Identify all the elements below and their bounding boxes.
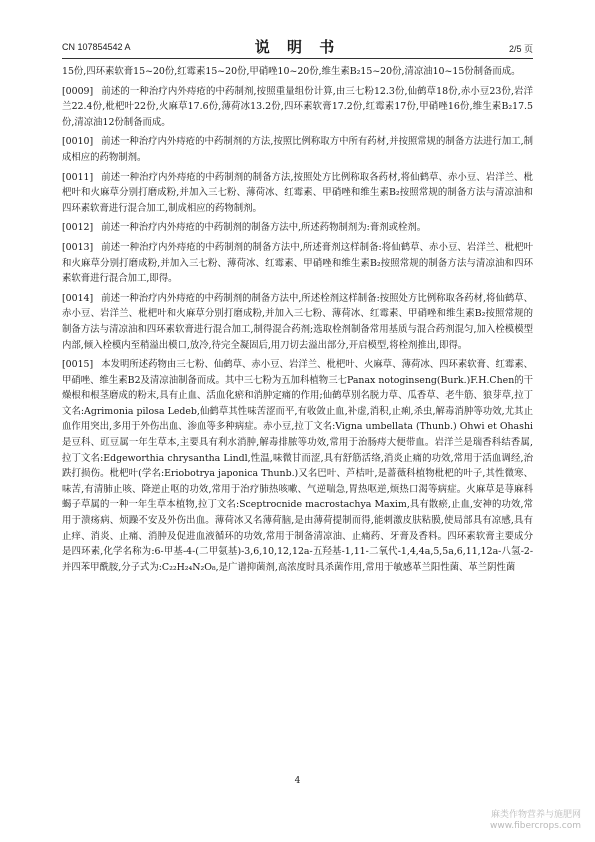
document-title: 说 明 书 bbox=[254, 38, 341, 56]
paragraph-text: 前述一种治疗内外痔疮的中药制剂的制备方法,按照处方比例称取各药材,将仙鹤草、赤小豆、岩洋兰、枇杷叶和火麻草分别打磨成粉,并加入三七粉、薄荷冰、红霉素、甲硝唑和维生素B₂按照常规的制备方法与清凉油和四环素软膏进行混合加工,制成相应的药物制剂。 bbox=[62, 171, 533, 214]
continued-text: 15份,四环素软膏15~20份,红霉素15~20份,甲硝唑10~20份,维生素B₂15~20份,清凉油10~15份制备而成。 bbox=[62, 66, 521, 77]
paragraph-number: [0014] bbox=[62, 292, 94, 304]
paragraph-text: 前述一种治疗内外痔疮的中药制剂的制备方法中,所述药物制剂为:膏剂或栓剂。 bbox=[101, 222, 427, 234]
publication-number: CN 107854542 A bbox=[62, 42, 131, 52]
paragraph-text: 前述一种治疗内外痔疮的中药制剂的制备方法中,所述膏剂这样制备:将仙鹤草、赤小豆、岩洋兰、枇杷叶和火麻草分别打磨成粉,并加入三七粉、薄荷冰、红霉素、甲硝唑和维生素B₂按照常规的制备方法与清凉油和四环素软膏进行混合加工,即得。 bbox=[62, 241, 533, 285]
paragraph bbox=[62, 357, 533, 575]
header-rule bbox=[62, 58, 533, 59]
page-number: 4 bbox=[294, 776, 301, 786]
watermark-url: www.fibercrops.com bbox=[490, 821, 581, 831]
paragraph-list bbox=[62, 84, 533, 576]
page-header bbox=[62, 36, 533, 56]
paragraph-number: [0015] bbox=[62, 359, 94, 371]
paragraph-number: [0013] bbox=[62, 241, 94, 253]
paragraph-text: 前述一种治疗内外痔疮的中药制剂的方法,按照比例称取方中所有药材,并按照常规的制备方法进行加工,制成相应的药物制剂。 bbox=[62, 136, 533, 163]
page-indicator: 2/5 页 bbox=[508, 44, 533, 54]
paragraph-text: 本发明所述药物由三七粉、仙鹤草、赤小豆、岩洋兰、枇杷叶、火麻草、薄荷冰、四环素软膏、红霉素、甲硝唑、维生素B2及清凉油制备而成。其中三七粉为五加科植物三七Panax notoginseng(Burk.)F.H.Chen的干燥根和根茎磨成的粉末,具有止血、活血化瘀和消肿定痛的作用;仙鹤草别名脱力草、瓜香草、老牛筋、狼芽草,拉丁文名:Agrimonia pilosa Ledeb,仙鹤草其性味苦涩而平,有收敛止血,补虚,消积,止痢,杀虫,解毒消肿等功效,尤其止血作用突出,多用于外伤出血、渗血等多种病症。赤小豆,拉丁文名:Vigna umbellata (Thunb.) Ohwi et Ohashi 是豆科、豇豆属一年生草本,主要具有利水消肿,解毒排脓等功效,常用于治肠痔大便带血。岩洋兰是瑞香科结香属,拉丁文名:Edgeworthia chrysantha Lindl,性温,味微甘而涩,具有舒筋活络,消炎止痛的功效,常用于活血调经,治跌打损伤。枇杷叶(学名:Eriobotrya japonica Thunb.)又名巴叶、芦桔叶,是蔷薇科植物枇杷的叶子,其性微寒、味苦,有清肺止咳、降逆止呕的功效,常用于治疗肺热咳嗽、气逆喘急,胃热呕逆,烦热口渴等病症。火麻草是荨麻科蝎子草属的一种一年生草本植物,拉丁文名:Sceptrocnide macrostachya Maxim,具有散瘀,止血,安神的功效,常用于溃疡病、烦躁不安及外伤出血。薄荷冰又名薄荷脑,是由薄荷提制而得,能刺激皮肤粘膜,使局部具有凉感,具有止痒、消炎、止痛、消肿及促进血液循环的功效,常用于制备清凉油、止痛药、牙膏及香料。四环素软膏主要成分是四环素,化学名称为:6-甲基-4-(二甲氨基)-3,6,10,12,12a-五羟基-1,11-二氧代-1,4,4a,5,5a,6,11,12a-八氢-2-并四苯甲酰胺,分子式为:C₂₂H₂₄N₂O₈,是广谱抑菌剂,高浓度时具杀菌作用,常用于敏感革兰阳性菌、革兰阴性菌 bbox=[62, 359, 533, 573]
paragraph-number: [0012] bbox=[62, 222, 94, 234]
paragraph bbox=[62, 170, 533, 217]
watermark-name: 麻类作物营养与施肥网 bbox=[490, 810, 581, 820]
paragraph-text: 前述一种治疗内外痔疮的中药制剂的制备方法中,所述栓剂这样制备:按照处方比例称取各药材,将仙鹤草、赤小豆、岩洋兰、枇杷叶和火麻草分别打磨成粉,并加入三七粉、薄荷冰、红霉素、甲硝唑和维生素B₂按照常规的制备方法与清凉油和四环素软膏进行混合加工,制得混合药剂;选取栓剂制备常用基质与混合药剂混匀,加入栓模模型内部,倾入栓模内至稍溢出模口,放冷,待完全凝固后,用刀切去溢出部分,开启模型,将栓剂推出,即得。 bbox=[62, 292, 533, 351]
paragraph-number: [0009] bbox=[62, 85, 94, 97]
paragraph-number: [0011] bbox=[62, 171, 94, 183]
paragraph bbox=[62, 84, 533, 131]
site-watermark bbox=[490, 810, 581, 832]
paragraph bbox=[62, 291, 533, 353]
paragraph-number: [0010] bbox=[62, 136, 94, 148]
paragraph bbox=[62, 134, 533, 165]
paragraph bbox=[62, 220, 533, 236]
document-body bbox=[62, 64, 533, 579]
paragraph bbox=[62, 240, 533, 287]
paragraph-text: 前述的一种治疗内外痔疮的中药制剂,按照重量组份计算,由三七粉12.3份,仙鹤草18份,赤小豆23份,岩洋兰22.4份,枇杷叶22份,火麻草17.6份,薄荷冰13.2份,四环素软膏17.2份,红霉素17份,甲硝唑16份,维生素B₂17.5份,清凉油12份制备而成。 bbox=[62, 85, 533, 128]
